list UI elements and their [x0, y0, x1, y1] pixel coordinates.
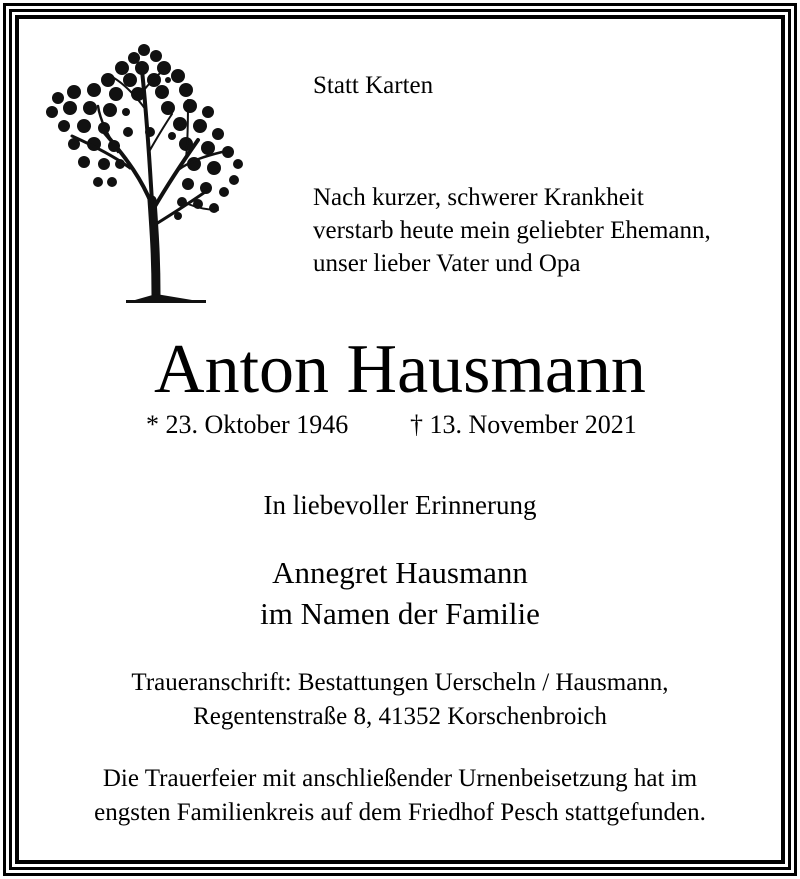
address-line-1: Traueranschrift: Bestattungen Uerscheln / Hausmann, — [131, 669, 669, 696]
memory-line: In liebevoller Erinnerung — [263, 490, 537, 520]
deceased-name: Anton Hausmann — [154, 331, 646, 408]
notice-line-2: engsten Familienkreis auf dem Friedhof Pesch stattgefunden. — [94, 799, 706, 826]
statt-karten-label: Statt Karten — [313, 72, 434, 99]
signer-name: Annegret Hausmann — [272, 555, 528, 590]
address-line-2: Regentenstraße 8, 41352 Korschenbroich — [193, 703, 607, 730]
notice-line-1: Die Trauerfeier mit anschließender Urnenbeisetzung hat im — [102, 765, 698, 792]
intro-line-3: unser lieber Vater und Opa — [313, 250, 581, 277]
intro-line-1: Nach kurzer, schwerer Krankheit — [313, 184, 644, 211]
birth-date: * 23. Oktober 1946 — [146, 410, 349, 439]
tree-icon — [38, 40, 250, 308]
intro-line-2: verstarb heute mein geliebter Ehemann, — [313, 217, 711, 244]
death-date: † 13. November 2021 — [410, 410, 637, 439]
signer-family: im Namen der Familie — [260, 596, 540, 631]
